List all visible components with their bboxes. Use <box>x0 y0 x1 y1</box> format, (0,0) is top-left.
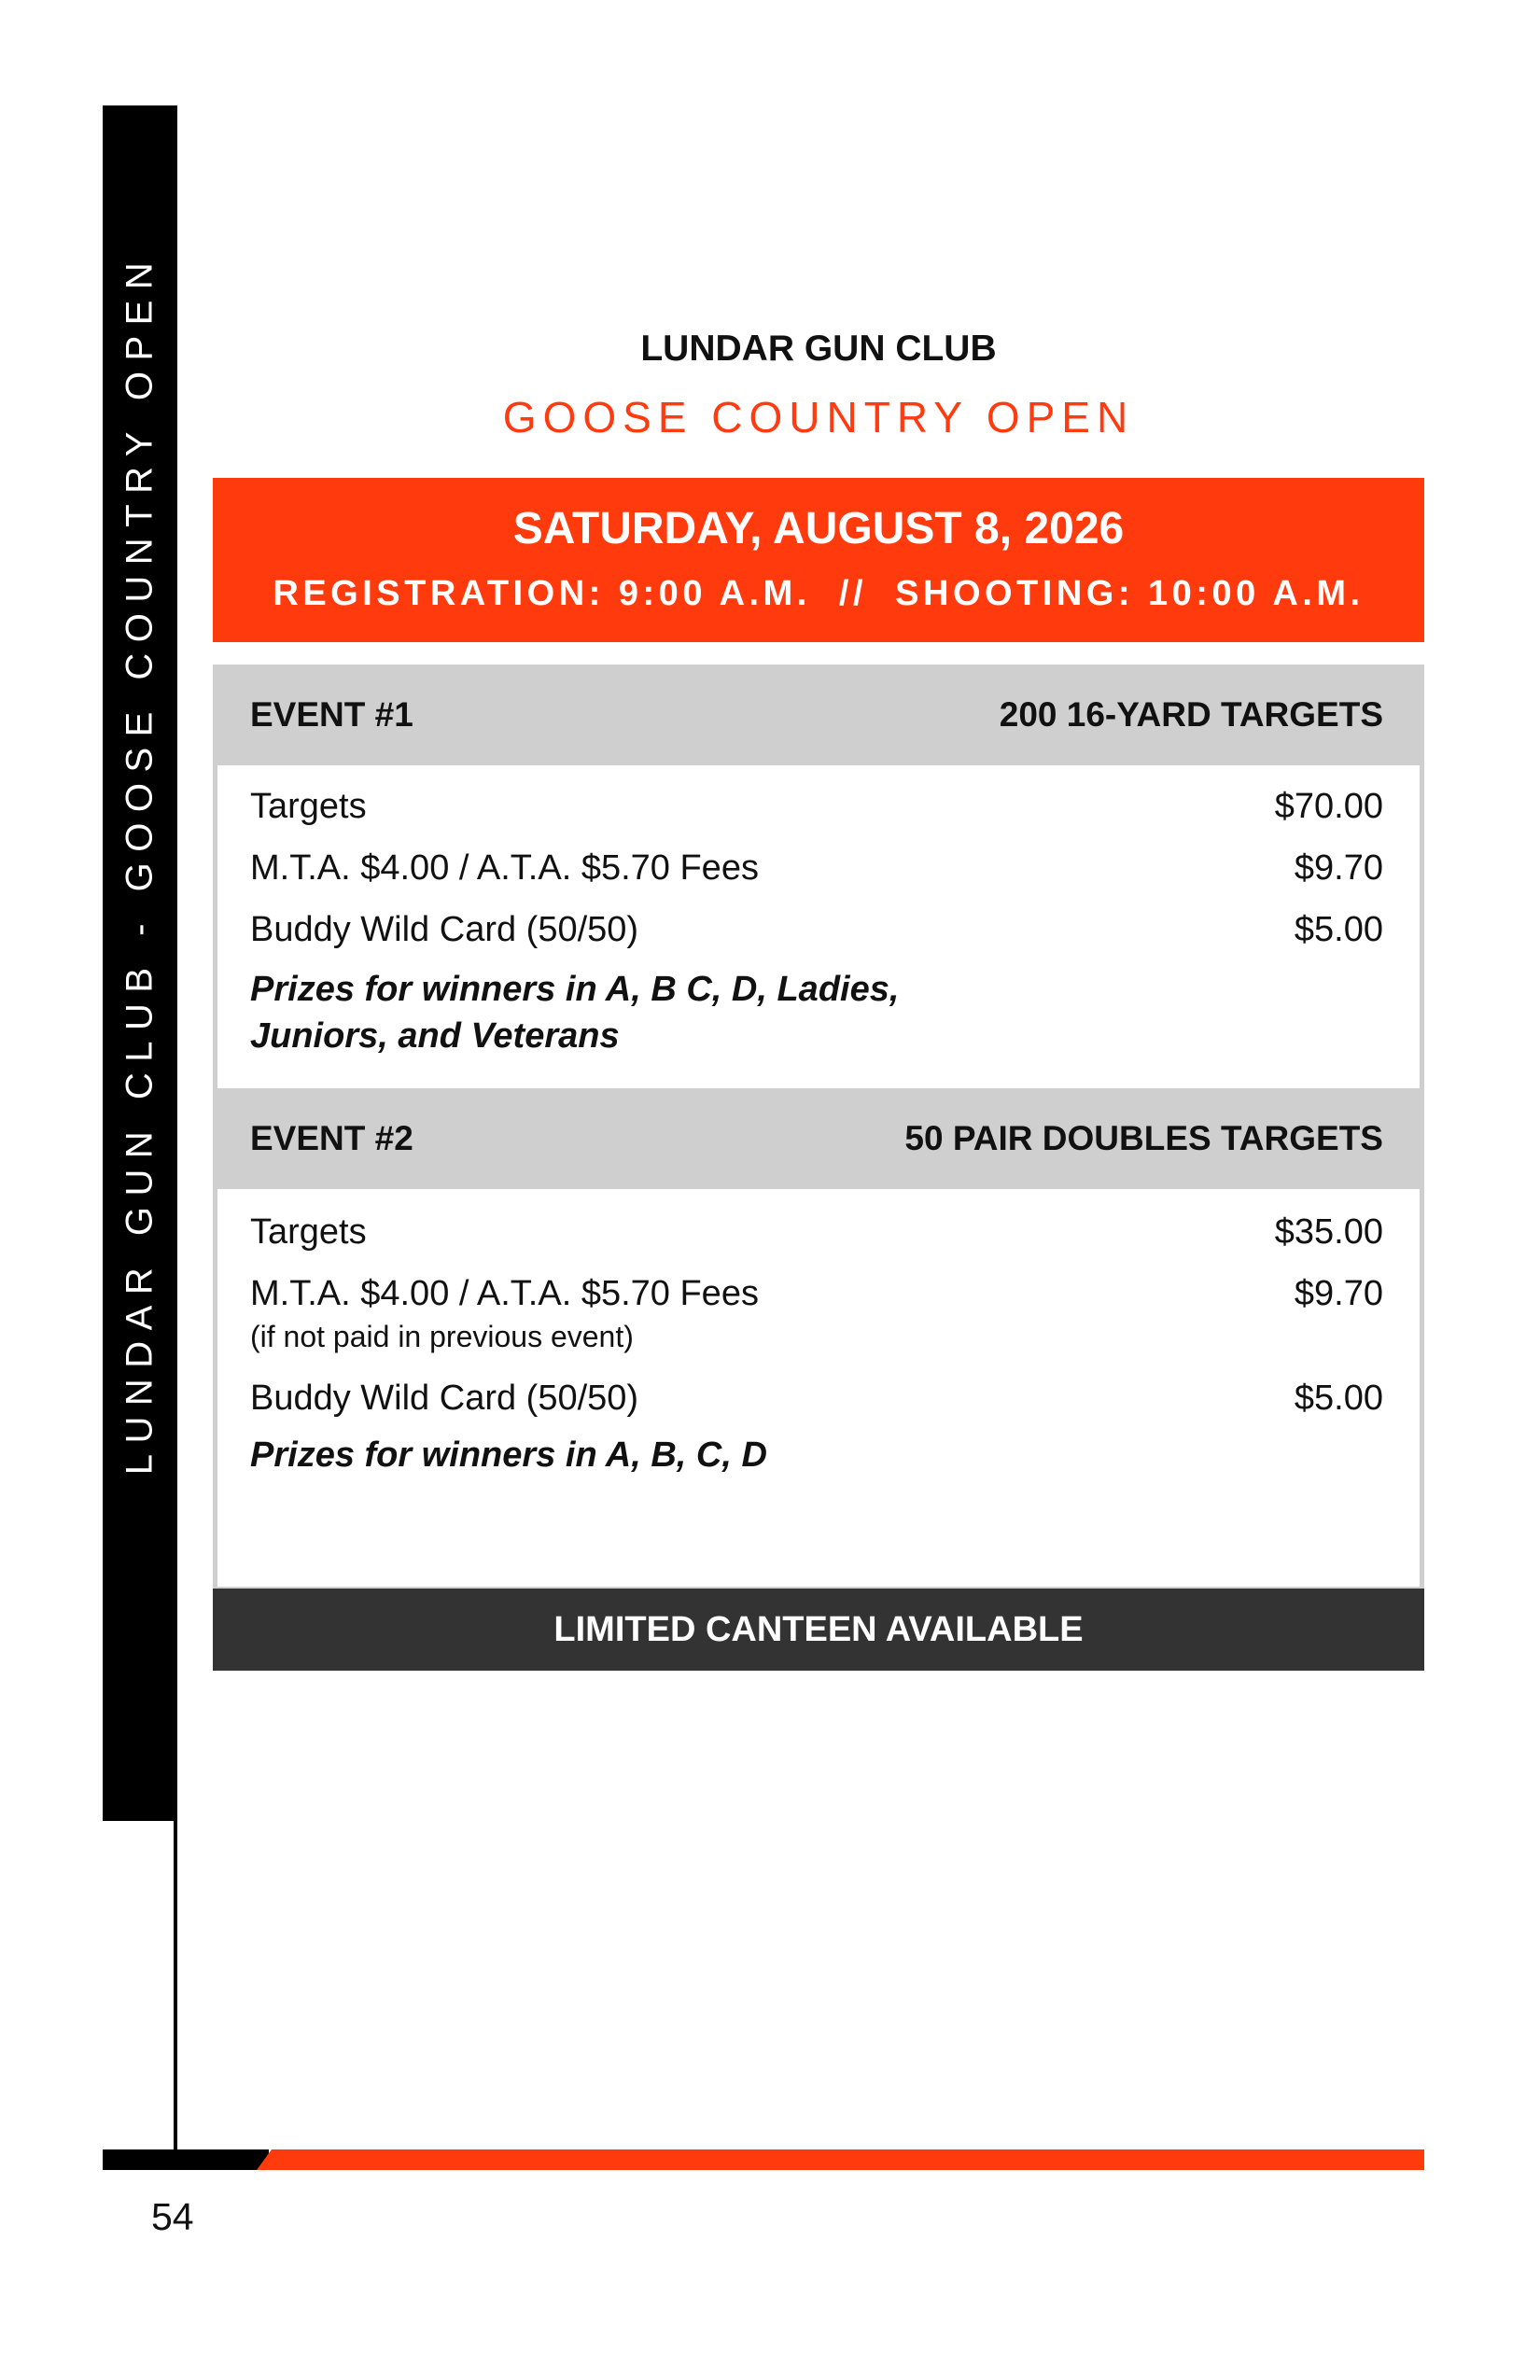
event-times: REGISTRATION: 9:00 A.M. // SHOOTING: 10:00 A.M. <box>273 574 1365 613</box>
event2-item-price: $9.70 <box>1294 1274 1383 1313</box>
event2-fees-note: (if not paid in previous event) <box>250 1320 634 1353</box>
event2-row-targets <box>250 1212 1383 1253</box>
event2-body <box>217 1189 1420 1587</box>
event1-targets-type: 200 16-YARD TARGETS <box>999 695 1383 734</box>
event2-label: EVENT #2 <box>250 1119 413 1157</box>
event1-prizes <box>250 966 899 1059</box>
event1-item-name: M.T.A. $4.00 / A.T.A. $5.70 Fees <box>250 848 759 888</box>
event2-item-price: $35.00 <box>1274 1212 1383 1252</box>
event1-row-fees <box>250 848 1383 889</box>
event1-item-name: Buddy Wild Card (50/50) <box>250 910 639 949</box>
event2-prizes: Prizes for winners in A, B, C, D <box>250 1435 767 1475</box>
sidebar-rule <box>174 105 177 2159</box>
event1-prizes-line1: Prizes for winners in A, B C, D, Ladies, <box>250 970 900 1009</box>
event1-row-buddy <box>250 910 1383 950</box>
event1-body <box>217 765 1420 1088</box>
event1-prizes-line2: Juniors, and Veterans <box>250 1016 620 1056</box>
footer-rule-black <box>103 2149 269 2170</box>
event2-targets-type: 50 PAIR DOUBLES TARGETS <box>904 1119 1383 1157</box>
event1-item-price: $9.70 <box>1294 848 1383 888</box>
event-date: SATURDAY, AUGUST 8, 2026 <box>512 504 1125 553</box>
event2-item-name: M.T.A. $4.00 / A.T.A. $5.70 Fees <box>250 1274 759 1313</box>
event1-row-targets <box>250 787 1383 827</box>
event2-item-name: Targets <box>250 1212 367 1252</box>
event2-row-fees <box>250 1274 1383 1314</box>
event-title: GOOSE COUNTRY OPEN <box>502 393 1135 441</box>
event2-row-buddy <box>250 1379 1383 1419</box>
sidebar-title: LUNDAR GUN CLUB - GOOSE COUNTRY OPEN <box>119 251 161 1476</box>
event1-item-name: Targets <box>250 787 367 826</box>
canteen-banner: LIMITED CANTEEN AVAILABLE <box>213 1589 1424 1671</box>
footer-rule-accent <box>257 2149 1424 2170</box>
club-name: LUNDAR GUN CLUB <box>640 329 997 369</box>
event1-header <box>213 665 1424 765</box>
event2-item-name: Buddy Wild Card (50/50) <box>250 1379 639 1418</box>
date-banner <box>213 478 1424 642</box>
event1-item-price: $5.00 <box>1294 910 1383 949</box>
event1-item-price: $70.00 <box>1274 787 1383 826</box>
event2-header <box>213 1088 1424 1189</box>
event1-label: EVENT #1 <box>250 695 413 734</box>
events-box <box>213 665 1424 1671</box>
page-number: 54 <box>151 2195 194 2238</box>
event2-item-price: $5.00 <box>1294 1379 1383 1418</box>
